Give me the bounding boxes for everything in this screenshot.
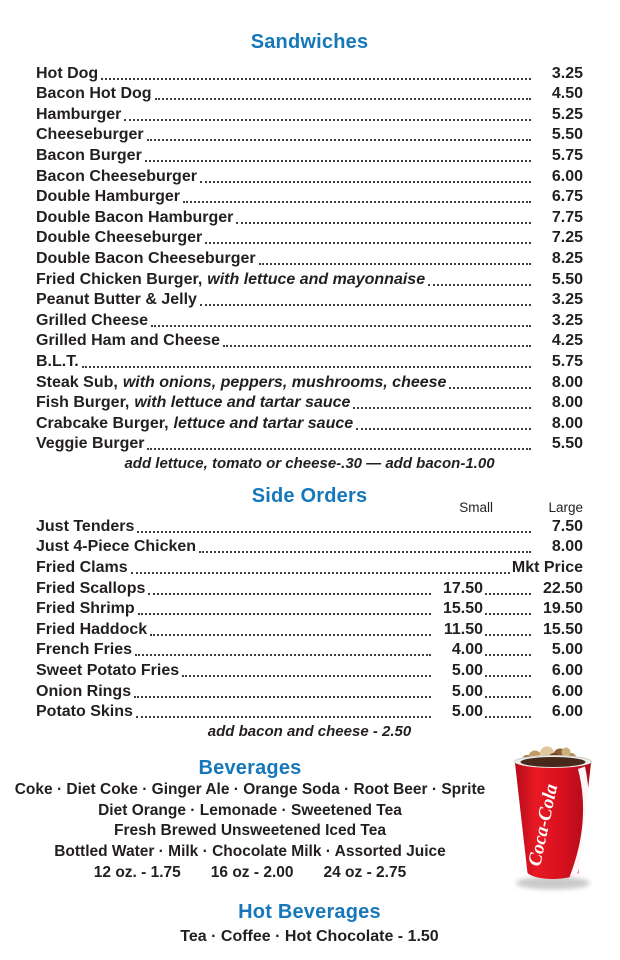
menu-item-row [36,598,583,619]
item-price-large: 6.00 [551,703,583,721]
item-name: Fish Burger, [36,394,130,412]
menu-item-row [36,309,583,330]
dotted-leader [259,263,531,265]
dotted-leader [147,448,531,450]
sandwiches-note: add lettuce, tomato or cheese-.30 — add bacon-1.00 [124,455,495,473]
beverage-line: Bottled Water · Milk · Chocolate Milk · Assorted Juice [54,843,446,860]
dotted-leader [137,531,531,533]
dotted-leader [131,572,510,574]
dotted-leader [134,696,431,698]
item-name-wrap [36,415,353,433]
item-price: 7.75 [551,208,583,226]
menu-item-row [36,186,583,207]
beverage-line: Fresh Brewed Unsweetened Iced Tea [114,822,386,840]
item-name-wrap [36,188,180,206]
item-name: Bacon Burger [36,146,142,164]
column-header-large: Large [548,500,583,516]
hot-beverages-line: Tea · Coffee · Hot Chocolate - 1.50 [180,928,439,946]
item-name: Just Tenders [36,517,135,535]
item-name: Fried Chicken Burger, [36,270,203,288]
dotted-leader [136,716,431,718]
beverage-line: Diet Orange · Lemonade · Sweetened Tea [98,801,402,819]
menu-item-row [36,701,583,722]
item-name: Grilled Ham and Cheese [36,332,221,350]
item-name-wrap [36,126,144,144]
item-price: 5.75 [551,352,583,370]
item-price: 4.25 [551,332,583,350]
item-price: 6.75 [551,188,583,206]
hot-beverages-title: Hot Beverages [238,901,381,924]
dotted-leader [485,716,531,718]
item-name-wrap [36,353,79,371]
item-name-wrap [36,332,220,350]
item-price: 8.00 [551,373,583,391]
item-name-wrap [36,250,256,268]
menu-item-row [36,536,583,557]
menu-item-row [36,639,583,660]
menu-item-row [36,144,583,165]
item-price: 5.50 [551,126,583,144]
item-description: with lettuce and tartar sauce [134,394,351,412]
item-name: French Fries [36,641,133,659]
menu-item-row [36,247,583,268]
dotted-leader [205,242,531,244]
menu-item-row [36,412,583,433]
item-price-large: 6.00 [551,662,583,680]
dotted-leader [485,593,531,595]
menu-item-row [36,289,583,310]
item-name: Bacon Cheeseburger [36,167,197,185]
dotted-leader [199,551,531,553]
item-price-large: 6.00 [551,682,583,700]
menu-item-row [36,515,583,536]
item-name: Hot Dog [36,64,99,82]
side-orders-note: add bacon and cheese - 2.50 [207,723,412,741]
item-price-small: 5.00 [451,662,483,680]
menu-item-row [36,103,583,124]
menu-item-row [36,227,583,248]
item-name-wrap [36,271,425,289]
item-name: Bacon Hot Dog [36,85,152,103]
item-name-wrap [36,229,202,247]
dotted-leader [200,304,531,306]
dotted-leader [428,284,531,286]
dotted-leader [485,613,531,615]
item-name-wrap [36,209,233,227]
side-orders-header [36,484,583,516]
item-name: Double Bacon Cheeseburger [36,249,256,267]
dotted-leader [155,98,531,100]
item-name: Double Bacon Hamburger [36,208,234,226]
item-name: Veggie Burger [36,435,145,453]
dotted-leader [145,160,531,162]
item-name-wrap [36,394,350,412]
item-price-large: 19.50 [542,600,583,618]
item-name: Fried Scallops [36,579,146,597]
item-price-large: 15.50 [542,620,583,638]
menu-item-row [36,659,583,680]
item-name: Fried Clams [36,559,128,577]
dotted-leader [223,345,531,347]
dotted-leader [200,181,531,183]
beverage-size-price: 24 oz - 2.75 [323,863,407,881]
beverage-line: Coke · Diet Coke · Ginger Ale · Orange Soda · Root Beer · Sprite [14,781,486,799]
beverage-size-price: 12 oz. - 1.75 [93,863,181,881]
menu-item-row [36,124,583,145]
beverages-text-block [14,756,486,883]
beverages-lines [15,780,486,862]
item-name: Fried Shrimp [36,600,135,618]
item-name: Crabcake Burger, [36,414,169,432]
sandwiches-section [36,30,583,474]
item-price: 7.25 [551,229,583,247]
item-name: Sweet Potato Fries [36,662,180,680]
item-price: 3.25 [551,64,583,82]
dotted-leader [138,613,431,615]
item-price-large: 22.50 [542,579,583,597]
item-name: Steak Sub, [36,373,118,391]
item-price: 5.25 [551,105,583,123]
item-description: with lettuce and mayonnaise [207,270,426,288]
item-name: Double Hamburger [36,188,181,206]
item-name-wrap [36,291,197,309]
menu-item-row [36,433,583,454]
item-price: 5.50 [551,435,583,453]
item-name: Onion Rings [36,682,132,700]
coca-cola-cup-image [496,742,614,894]
item-price: 3.25 [551,311,583,329]
item-price-large: 8.00 [551,538,583,556]
item-name: Fried Haddock [36,620,148,638]
sandwiches-list [36,62,583,453]
dotted-leader [135,654,431,656]
item-name-wrap [36,435,144,453]
dotted-leader [150,634,431,636]
menu-item-row [36,577,583,598]
side-orders-title: Side Orders [251,485,368,508]
item-price-small: 5.00 [451,703,483,721]
menu-item-row [36,83,583,104]
menu-item-row [36,556,583,577]
dotted-leader [236,222,531,224]
menu-item-row [36,62,583,83]
item-name: Potato Skins [36,703,133,721]
dotted-leader [485,654,531,656]
side-orders-list [36,515,583,721]
dotted-leader [183,201,531,203]
menu-item-row [36,165,583,186]
menu-item-row [36,618,583,639]
item-price-small: 11.50 [443,620,483,638]
dotted-leader [124,119,531,121]
item-price-small: 17.50 [442,579,483,597]
column-header-small: Small [459,500,493,516]
beverages-title: Beverages [198,757,302,780]
item-name-wrap [36,312,148,330]
menu-item-row [36,268,583,289]
item-price: 3.25 [551,291,583,309]
item-description: lettuce and tartar sauce [173,414,354,432]
item-price: 8.00 [551,414,583,432]
menu-item-row [36,392,583,413]
item-description: with onions, peppers, mushrooms, cheese [122,373,447,391]
dotted-leader [353,407,531,409]
item-price-large: 5.00 [551,641,583,659]
dotted-leader [182,675,431,677]
item-price: 5.75 [551,146,583,164]
item-name: Cheeseburger [36,126,144,144]
coca-cola-cup-graphic [496,742,614,894]
menu-item-row [36,206,583,227]
item-name-wrap [36,106,121,124]
dotted-leader [82,366,531,368]
item-name: B.L.T. [36,352,79,370]
dotted-leader [485,696,531,698]
item-price-large: 7.50 [551,517,583,535]
dotted-leader [485,675,531,677]
menu-item-row [36,680,583,701]
item-price: 8.00 [551,394,583,412]
item-name: Double Cheeseburger [36,229,203,247]
item-name-wrap [36,168,197,186]
sandwiches-title: Sandwiches [250,31,369,53]
beverage-sizes-row [94,863,406,884]
item-name: Peanut Butter & Jelly [36,291,197,309]
item-price-small: 4.00 [451,641,483,659]
side-orders-section [36,484,583,742]
dotted-leader [151,325,531,327]
item-name-wrap [36,65,98,83]
item-price: 5.50 [551,270,583,288]
dotted-leader [449,387,531,389]
menu-item-row [36,350,583,371]
item-price: 8.25 [551,249,583,267]
item-price: 4.50 [551,85,583,103]
menu-item-row [36,371,583,392]
item-price-small: 15.50 [442,600,483,618]
hot-beverages-section [36,900,583,947]
item-name: Hamburger [36,105,122,123]
item-price-large: Mkt Price [511,559,583,577]
menu-item-row [36,330,583,351]
dotted-leader [485,634,531,636]
item-price: 6.00 [551,167,583,185]
dotted-leader [147,139,531,141]
coca-cola-script: Coca-Cola [524,782,563,869]
item-name-wrap [36,147,142,165]
item-name: Just 4-Piece Chicken [36,538,197,556]
dotted-leader [148,593,431,595]
item-name-wrap [36,85,152,103]
item-price-small: 5.00 [451,682,483,700]
dotted-leader [101,78,531,80]
item-name-wrap [36,374,446,392]
item-name: Grilled Cheese [36,311,149,329]
beverage-size-price: 16 oz - 2.00 [210,863,294,881]
dotted-leader [356,428,531,430]
